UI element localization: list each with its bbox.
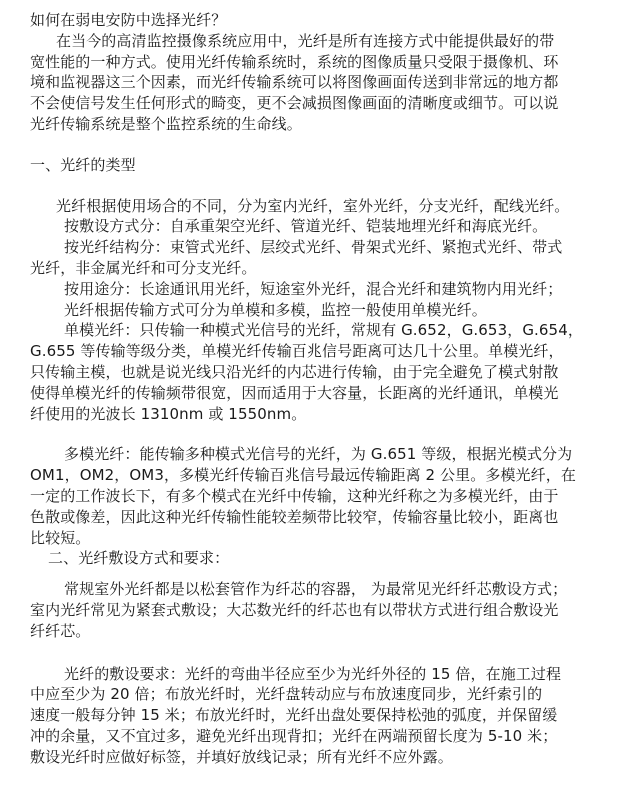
fiber-types-line: 按用途分：长途通讯用光纤，短途室外光纤，混合光纤和建筑物内用光纤； (64, 279, 563, 298)
laying-method-line: 室内光纤常见为紧套式敷设；大芯数光纤的纤芯也有以带状方式进行组合敷设光 (30, 600, 559, 619)
fiber-types-line: 按敷设方式分：自承重架空光纤、管道光纤、铠装地埋光纤和海底光纤。 (64, 217, 548, 236)
single-mode-line: 纤使用的光波长 1310nm 或 1550nm。 (30, 404, 307, 423)
single-mode-line: G.655 等传输等级分类，单模光纤传输百兆信号距离可达几十公里。单模光纤， (30, 342, 564, 361)
fiber-types-line: 光纤根据传输方式可分为单模和多模，监控一般使用单模光纤。 (64, 300, 487, 319)
laying-requirement-line: 光纤的敷设要求：光纤的弯曲半径应至少为光纤外径的 15 倍，在施工过程 (64, 664, 562, 683)
intro-line: 宽性能的一种方式。使用光纤传输系统时，系统的图像质量只受限于摄像机、环 (30, 52, 559, 71)
single-mode-line: 单模光纤：只传输一种模式光信号的光纤，常规有 G.652，G.653，G.654， (64, 321, 583, 340)
intro-line: 在当今的高清监控摄像系统应用中，光纤是所有连接方式中能提供最好的带 (56, 31, 555, 50)
laying-method-line: 纤纤芯。 (30, 621, 91, 640)
intro-line: 境和监视器这三个因素，而光纤传输系统可以将图像画面传送到非常远的地方都 (30, 73, 559, 92)
multi-mode-line: 多模光纤：能传输多种模式光信号的光纤，为 G.651 等级，根据光模式分为 (64, 445, 573, 464)
section-heading-fiber-types: 一、光纤的类型 (30, 155, 136, 174)
document-title: 如何在弱电安防中选择光纤？ (30, 11, 227, 29)
fiber-types-line: 光纤根据使用场合的不同，分为室内光纤，室外光纤，分支光纤，配线光纤。 (56, 196, 570, 215)
intro-line: 不会使信号发生任何形式的畸变，更不会减损图像画面的清晰度或细节。可以说 (30, 94, 559, 113)
multi-mode-line: 一定的工作波长下，有多个模式在光纤中传输，这种光纤称之为多模光纤，由于 (30, 486, 559, 505)
fiber-types-line: 光纤，非金属光纤和可分支光纤。 (30, 258, 257, 277)
laying-requirement-line: 速度一般每分钟 15 米；布放光纤时，光纤出盘处要保持松弛的弧度，并保留缓 (30, 706, 558, 725)
single-mode-line: 使得单模光纤的传输频带很宽，因而适用于大容量，长距离的光纤通讯，单模光 (30, 383, 559, 402)
multi-mode-line: 比较短。 (30, 528, 91, 547)
multi-mode-line: OM1，OM2，OM3，多模光纤传输百兆信号最远传输距离 2 公里。多模光纤，在 (30, 466, 576, 485)
fiber-types-line: 按光纤结构分：束管式光纤、层绞式光纤、骨架式光纤、紧抱式光纤、带式 (64, 238, 563, 257)
intro-line: 光纤传输系统是整个监控系统的生命线。 (30, 114, 302, 133)
laying-method-line: 常规室外光纤都是以松套管作为纤芯的容器， 为最常见光纤纤芯敷设方式； (64, 580, 568, 599)
section-heading-laying: 二、光纤敷设方式和要求： (48, 549, 230, 568)
laying-requirement-line: 敷设光纤时应做好标签，并填好放线记录；所有光纤不应外露。 (30, 747, 453, 766)
laying-requirement-line: 冲的余量，又不宜过多，避免光纤出现背扣；光纤在两端预留长度为 5-10 米； (30, 726, 558, 745)
multi-mode-line: 色散或像差，因此这种光纤传输性能较差频带比较窄，传输容量比较小，距离也 (30, 507, 559, 526)
single-mode-line: 只传输主模，也就是说光线只沿光纤的内芯进行传输，由于完全避免了模式射散 (30, 362, 559, 381)
laying-requirement-line: 中应至少为 20 倍；布放光纤时，光纤盘转动应与布放速度同步，光纤索引的 (30, 685, 543, 704)
